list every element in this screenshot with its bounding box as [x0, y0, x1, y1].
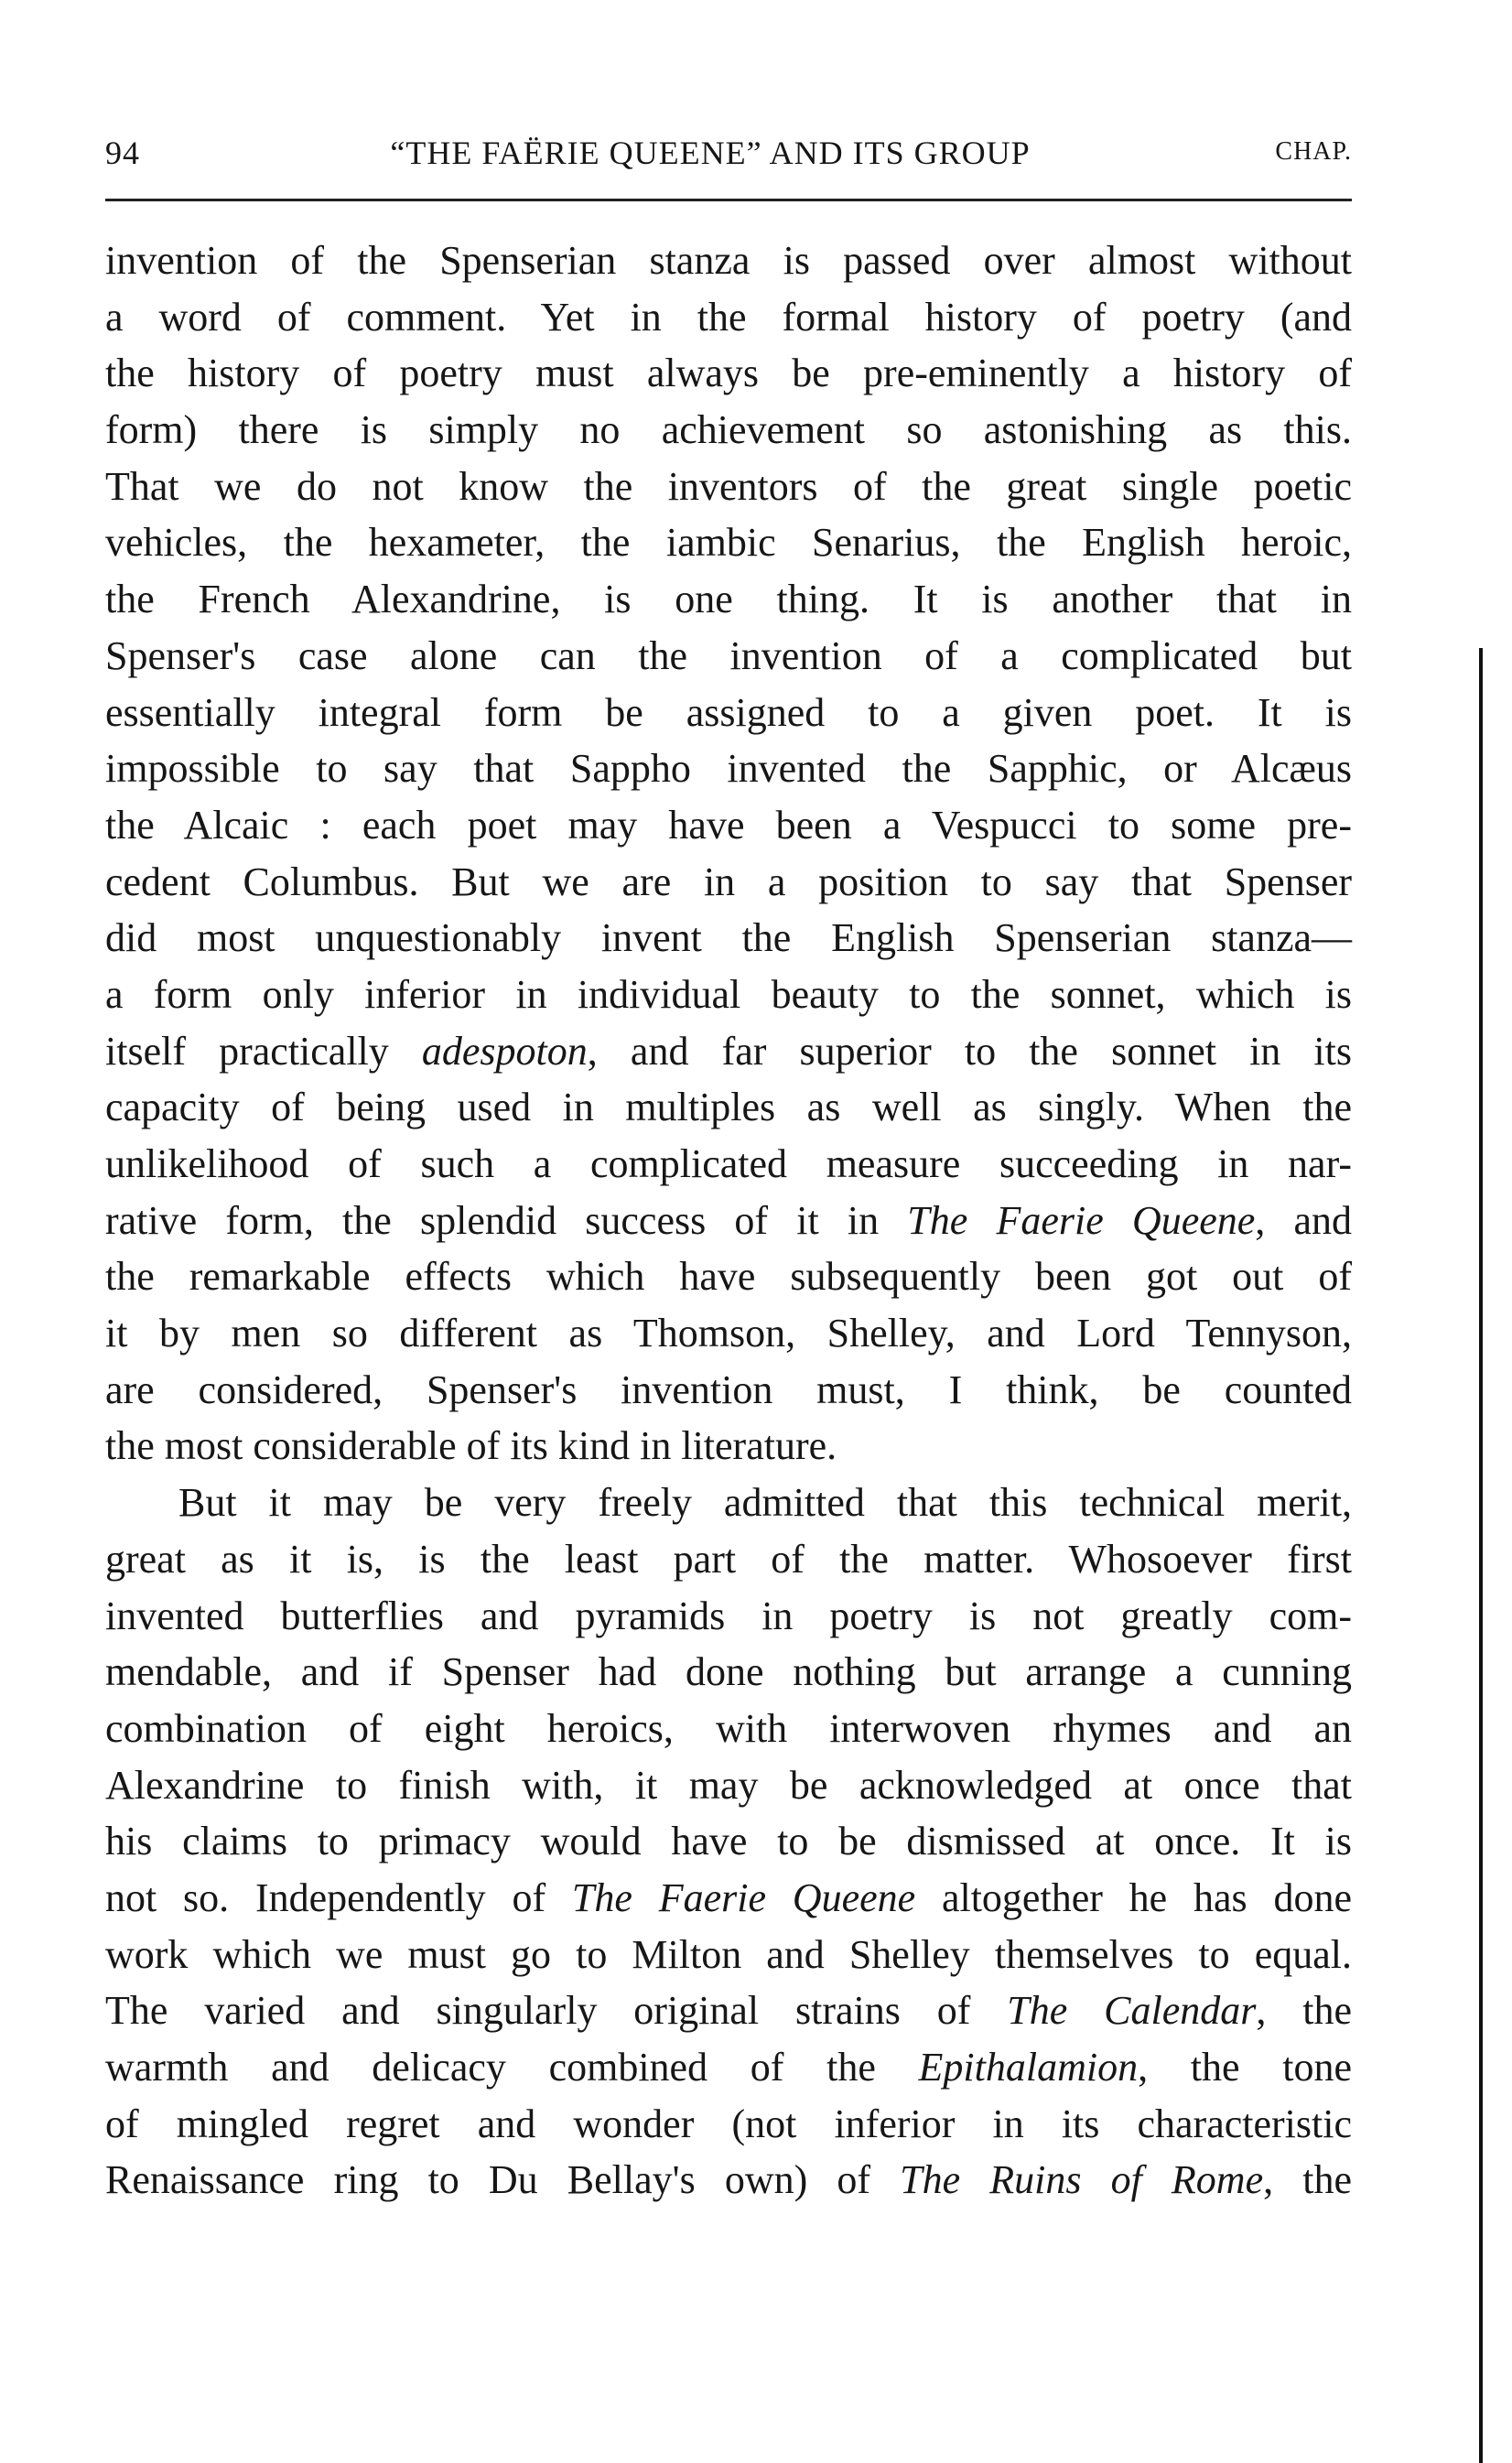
text-line	[105, 685, 1352, 741]
text-segment: of mingled regret and wonder (not inferior in its characteristic	[105, 2101, 1352, 2146]
text-line	[105, 967, 1352, 1023]
text-segment: mendable, and if Spenser had done nothing but arrange a cunning	[105, 1649, 1352, 1695]
italic-title: The Ruins of Rome	[900, 2157, 1264, 2203]
text-line	[105, 2152, 1352, 2209]
italic-title: Epithalamion	[918, 2045, 1139, 2090]
text-segment: the remarkable effects which have subsequently been got out of	[105, 1254, 1352, 1300]
italic-title: The Calendar	[1007, 1988, 1257, 2034]
text-segment: did most unquestionably invent the English Spenserian stanza—	[105, 915, 1352, 961]
body-text	[105, 232, 1352, 2209]
text-segment: , and far superior to the sonnet in its	[587, 1028, 1352, 1074]
page-number: 94	[105, 135, 140, 171]
text-segment: Renaissance ring to Du Bellay's own) of	[105, 2157, 901, 2203]
text-segment: invented butterflies and pyramids in poetry is not greatly com-	[105, 1593, 1352, 1638]
text-line	[105, 1305, 1352, 1362]
text-line	[105, 854, 1352, 911]
text-segment: , the	[1256, 1988, 1352, 2034]
text-segment: are considered, Spenser's invention must, I think, be counted	[105, 1367, 1352, 1412]
text-line	[105, 1418, 1352, 1475]
text-segment: cedent Columbus. But we are in a position to say that Spenser	[105, 859, 1352, 904]
text-line	[105, 1701, 1352, 1757]
text-segment: vehicles, the hexameter, the iambic Senarius, the English heroic,	[105, 520, 1352, 566]
text-segment: Alexandrine to finish with, it may be acknowledged at once that	[105, 1762, 1352, 1808]
text-segment: not so. Independently of	[105, 1874, 572, 1920]
text-segment: his claims to primacy would have to be dismissed at once. It is	[105, 1819, 1352, 1864]
text-segment: the Alcaic : each poet may have been a Vespucci to some pre-	[105, 802, 1352, 848]
text-segment: rative form, the splendid success of it in	[105, 1197, 908, 1243]
italic-title: adespoton	[421, 1028, 588, 1074]
text-line	[105, 1475, 1352, 1531]
text-line	[105, 1248, 1352, 1305]
text-line	[105, 1531, 1352, 1588]
text-line	[105, 1982, 1352, 2039]
italic-title: The Faerie Queene	[571, 1874, 916, 1920]
text-line	[105, 1644, 1352, 1701]
text-segment: itself practically	[105, 1028, 422, 1074]
text-line	[105, 628, 1352, 685]
text-segment: unlikelihood of such a complicated measure succeeding in nar-	[105, 1141, 1352, 1186]
text-segment: work which we must go to Milton and Shelley themselves to equal.	[105, 1931, 1352, 1977]
running-title: “THE FAËRIE QUEENE” AND ITS GROUP	[390, 135, 1031, 171]
text-line	[105, 1927, 1352, 1983]
text-segment: a word of comment. Yet in the formal history of poetry (and	[105, 294, 1352, 340]
text-segment: altogether he has done	[915, 1874, 1352, 1920]
text-segment: it by men so different as Thomson, Shelley, and Lord Tennyson,	[105, 1311, 1352, 1356]
text-line	[105, 1757, 1352, 1814]
text-line	[105, 1079, 1352, 1136]
page-edge-line	[1479, 648, 1483, 2463]
text-line	[105, 740, 1352, 797]
text-segment: essentially integral form be assigned to a given poet. It is	[105, 689, 1352, 735]
text-line	[105, 2096, 1352, 2153]
text-segment: Spenser's case alone can the invention of a complicated but	[105, 632, 1352, 678]
text-line	[105, 459, 1352, 515]
text-line	[105, 1023, 1352, 1080]
text-line	[105, 1362, 1352, 1419]
text-segment: The varied and singularly original strains of	[105, 1988, 1008, 2034]
italic-title: The Faerie Queene	[907, 1197, 1256, 1243]
text-line	[105, 289, 1352, 346]
text-line	[105, 1588, 1352, 1645]
text-line	[105, 797, 1352, 854]
text-segment: , the	[1263, 2157, 1352, 2203]
text-line	[105, 402, 1352, 459]
text-segment: impossible to say that Sappho invented the Sapphic, or Alcæus	[105, 746, 1352, 792]
text-line	[105, 1193, 1352, 1249]
text-line	[105, 1813, 1352, 1870]
text-segment: But it may be very freely admitted that this technical merit,	[178, 1480, 1352, 1526]
text-segment: a form only inferior in individual beauty to the sonnet, which is	[105, 971, 1352, 1017]
running-header	[105, 134, 1352, 176]
text-segment: warmth and delicacy combined of the	[105, 2045, 919, 2090]
text-segment: the French Alexandrine, is one thing. It is another that in	[105, 577, 1352, 622]
text-segment: That we do not know the inventors of the great single poetic	[105, 463, 1352, 509]
text-segment: the history of poetry must always be pre-eminently a history of	[105, 351, 1352, 396]
text-line	[105, 571, 1352, 628]
text-line	[105, 1870, 1352, 1927]
text-segment: combination of eight heroics, with interwoven rhymes and an	[105, 1705, 1352, 1751]
chapter-label: CHAP.	[1275, 137, 1352, 166]
text-segment: the most considerable of its kind in literature.	[105, 1423, 837, 1469]
text-segment: form) there is simply no achievement so astonishing as this.	[105, 407, 1352, 453]
text-segment: great as it is, is the least part of the matter. Whosoever first	[105, 1536, 1352, 1582]
text-segment: , and	[1255, 1197, 1353, 1243]
text-line	[105, 232, 1352, 289]
text-line	[105, 910, 1352, 967]
header-rule	[105, 199, 1352, 201]
text-line	[105, 345, 1352, 402]
text-line	[105, 2039, 1352, 2096]
text-line	[105, 1136, 1352, 1193]
text-segment: , the tone	[1138, 2045, 1352, 2090]
text-line	[105, 514, 1352, 571]
text-segment: capacity of being used in multiples as well as singly. When the	[105, 1085, 1352, 1130]
text-segment: invention of the Spenserian stanza is passed over almost without	[105, 238, 1352, 283]
